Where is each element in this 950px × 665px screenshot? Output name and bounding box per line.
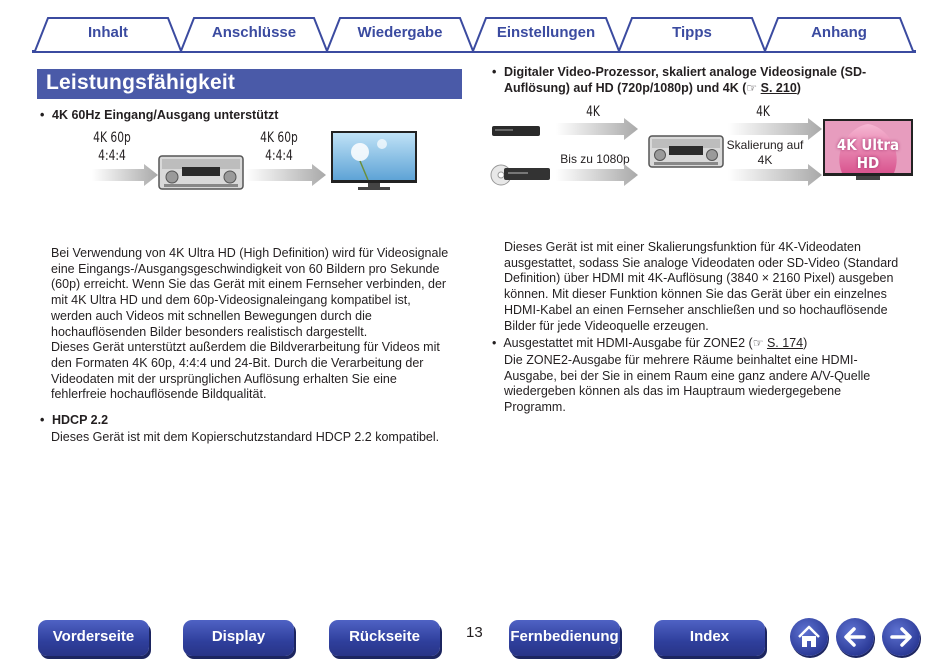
right-para1-line: können. Mit dieser Funktion können Sie das Gerät über ein einzelnes — [504, 287, 887, 302]
bullet-zone2-text: Ausgestattet mit HDMI-Ausgabe für ZONE2 ( — [503, 336, 753, 350]
forward-button[interactable] — [882, 618, 920, 656]
tv-icon — [330, 130, 418, 192]
tab-tipps-label: Tipps — [672, 24, 712, 41]
tab-inhalt[interactable] — [34, 16, 182, 52]
arrow-1080p-in-icon — [556, 164, 638, 186]
bullet-hdcp-text: HDCP 2.2 — [52, 413, 109, 427]
tab-einstellungen[interactable] — [472, 16, 620, 52]
home-icon — [790, 618, 828, 656]
tab-inhalt-label: Inhalt — [88, 24, 128, 41]
tab-einstellungen-label: Einstellungen — [496, 24, 596, 41]
av-receiver-icon — [158, 155, 244, 191]
left-diagram-in-label-2: 4:4:4 — [98, 148, 126, 164]
nav-fernbedienung-button[interactable]: Fernbedienung — [509, 620, 620, 656]
left-para1-line: hochauflösenden Bilder besonders realistisch dargestellt. — [51, 324, 368, 339]
left-para1-line: Videodaten mit der ursprünglichen Auflösung erhalten Sie eine — [51, 371, 397, 386]
left-paragraph-2 — [51, 430, 471, 446]
arrow-scaled-out-icon — [728, 164, 822, 186]
closing-paren: ) — [796, 81, 801, 95]
bullet-hdcp: • HDCP 2.2 — [40, 412, 460, 428]
page-ref-link-210[interactable]: S. 210 — [760, 81, 797, 95]
closing-paren: ) — [803, 336, 808, 350]
arrow-out-icon — [246, 164, 326, 186]
left-para1-line: Dieses Gerät unterstützt außerdem die Bildverarbeitung für Videos mit — [51, 340, 440, 355]
dvd-player-icon — [490, 160, 552, 188]
bluray-player-icon — [492, 124, 542, 138]
forward-arrow-icon — [882, 618, 920, 656]
back-button[interactable] — [836, 618, 874, 656]
right-diagram-4k-out-label: 4K — [756, 104, 770, 120]
right-diagram-upto-label: Bis zu 1080p — [560, 152, 630, 166]
bullet-video-processor: • Digitaler Video-Prozessor, skaliert analoge Videosignale (SD- Auflösung) auf HD (720p/1080p) und 4K (☞ S. 210) — [492, 65, 867, 95]
right-para1-line: Dieses Gerät ist mit einer Skalierungsfunktion für 4K-Videodaten — [504, 240, 861, 254]
tab-wiedergabe[interactable] — [326, 16, 474, 52]
nav-rueckseite-button[interactable]: Rückseite — [329, 620, 440, 656]
left-diagram-out-label-2: 4:4:4 — [265, 148, 293, 164]
left-para1-line: eine Eingangs-/Ausgangsgeschwindigkeit von 60 Bildern pro Sekunde — [51, 261, 440, 276]
tab-anschluesse-label: Anschlüsse — [211, 24, 297, 41]
left-para1-line: werden auch Videos mit schnellen Bewegungen durch die — [51, 308, 372, 323]
right-para2-line: Ausgabe, bei der Sie in einem Raum eine ganz andere A/V-Quelle — [504, 368, 871, 383]
bullet-video-processor-line2: Auflösung) auf HD (720p/1080p) und 4K ( — [504, 81, 747, 95]
tab-tipps[interactable] — [618, 16, 766, 52]
left-para1-line: mit 4K Ultra HD und dem 60p-Videosignaleingang kompatibel ist, — [51, 293, 411, 308]
nav-index-button[interactable]: Index — [654, 620, 765, 656]
bullet-4k60hz: • 4K 60Hz Eingang/Ausgang unterstützt — [40, 107, 460, 123]
left-para1-line: den Formaten 4K 60p, 4:4:4 und 24-Bit. Durch die Verarbeitung der — [51, 355, 424, 370]
arrow-4k-in-icon — [556, 118, 638, 140]
left-paragraph-1 — [51, 246, 471, 403]
bullet-zone2: • Ausgestattet mit HDMI-Ausgabe für ZONE2 (☞ S. 174) — [492, 336, 808, 350]
left-para1-line: (60p) erreicht. Wenn Sie das Gerät mit einem Fernseher verbinden, der — [51, 277, 447, 292]
right-paragraph-2 — [504, 353, 924, 416]
right-diagram-scale-label-2: 4K — [757, 153, 773, 167]
page-number: 13 — [466, 624, 483, 641]
left-diagram-in-label-1: 4K 60p — [93, 130, 131, 146]
right-para1-line: ausgestattet, sodass Sie analoge Videodaten oder SD-Video (Standard — [504, 255, 899, 270]
nav-display-button[interactable]: Display — [183, 620, 294, 656]
tv-4k-ultra-hd — [822, 118, 914, 184]
av-receiver-icon — [648, 135, 724, 169]
tab-wiedergabe-label: Wiedergabe — [357, 24, 443, 41]
right-para2-line: Die ZONE2-Ausgabe für mehrere Räume beinhaltet eine HDMI- — [504, 353, 858, 367]
tv-4k-text: 4K Ultra HD — [836, 136, 900, 172]
tab-anhang-label: Anhang — [811, 24, 867, 41]
section-title: Leistungsfähigkeit — [37, 69, 462, 99]
left-para1-line: Bei Verwendung von 4K Ultra HD (High Definition) wird für Videosignale — [51, 246, 449, 260]
bullet-4k60hz-text: 4K 60Hz Eingang/Ausgang unterstützt — [52, 108, 279, 122]
pointing-hand-icon: ☞ — [752, 336, 764, 350]
left-diagram-out-label-1: 4K 60p — [260, 130, 298, 146]
back-arrow-icon — [836, 618, 874, 656]
tab-anhang[interactable] — [764, 16, 914, 52]
right-para1-line: HDMI-Kabel an einen Fernseher anschließen und so hochauflösende — [504, 302, 888, 317]
tab-anschluesse[interactable] — [180, 16, 328, 52]
nav-vorderseite-button[interactable]: Vorderseite — [38, 620, 149, 656]
right-diagram-4k-in-label: 4K — [586, 104, 600, 120]
home-button[interactable] — [790, 618, 828, 656]
right-diagram-scale-label-1: Skalierung auf — [726, 138, 804, 152]
top-tab-bar — [32, 16, 916, 54]
arrow-in-icon — [92, 164, 158, 186]
page-ref-link-174[interactable]: S. 174 — [766, 336, 804, 350]
left-para2-line: Dieses Gerät ist mit dem Kopierschutzstandard HDCP 2.2 kompatibel. — [51, 430, 440, 444]
right-para1-line: Bilder für jede Videoquelle erzeugen. — [504, 318, 709, 333]
pointing-hand-icon: ☞ — [746, 81, 758, 95]
bullet-video-processor-line1: Digitaler Video-Prozessor, skaliert analoge Videosignale (SD- — [504, 65, 867, 79]
left-para1-line: fehlerfreie hochauflösende Bildqualität. — [51, 387, 267, 402]
right-para2-line: wiedergeben können als das im Hauptraum wiedergegebene — [504, 384, 842, 399]
right-para1-line: Definition) über HDMI mit 4K-Auflösung (3840 × 2160 Pixel) ausgeben — [504, 271, 894, 286]
arrow-4k-out-icon — [728, 118, 822, 140]
right-paragraph-1 — [504, 240, 924, 334]
right-para2-line: Programm. — [504, 400, 566, 415]
